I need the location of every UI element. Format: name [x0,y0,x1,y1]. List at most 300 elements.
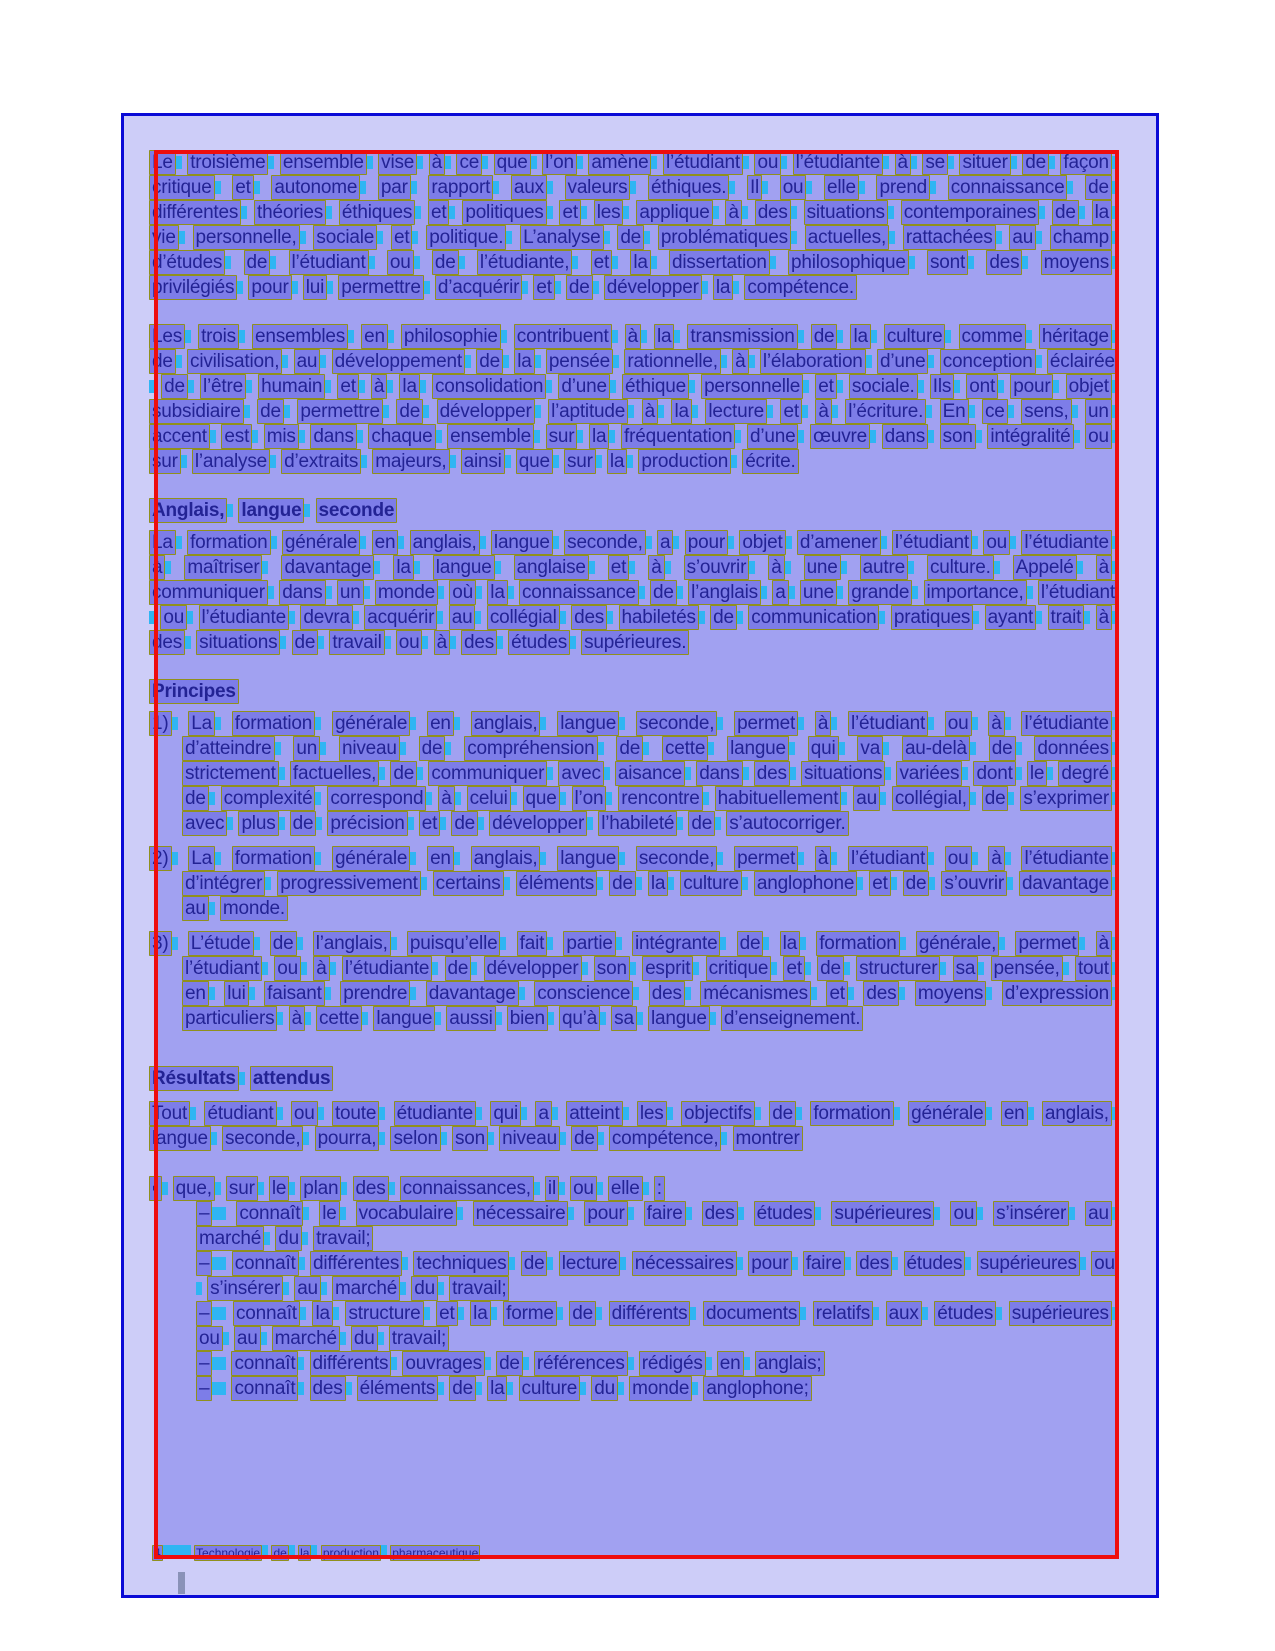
paragraph [149,150,1118,300]
word-box: des [571,605,607,630]
space-marker [870,430,876,443]
space-marker [945,330,951,343]
word-box: l’analyse [192,449,270,474]
space-marker [378,1332,384,1345]
space-marker [791,206,797,219]
space-marker [299,1257,305,1270]
space-marker [1080,1257,1086,1270]
space-marker [212,1207,226,1220]
word-box: des [856,1251,892,1276]
space-marker [476,1382,482,1395]
word-box: formation [187,530,270,555]
word-box: dans [279,580,325,605]
word-box: ensemble [280,150,367,175]
space-marker [227,817,233,830]
space-marker [249,987,255,1000]
space-marker [388,330,394,343]
space-marker [598,742,604,755]
word-box: marché [196,1226,264,1251]
space-marker [149,380,155,393]
space-marker [1072,405,1078,418]
word-box: nécessaires [632,1251,737,1276]
space-marker [798,717,804,730]
space-marker [333,1307,339,1320]
space-marker [298,1357,304,1370]
space-marker [438,1282,444,1295]
word-box: ou [387,250,414,275]
numbered-list-item [149,711,1118,836]
space-marker [930,181,936,194]
word-box: techniques [413,1251,509,1276]
word-box: connaît [231,1376,298,1401]
space-marker [577,430,583,443]
space-marker [643,742,649,755]
word-box: à [434,630,450,655]
space-marker [986,1107,992,1120]
word-box: études [754,1201,816,1226]
space-marker [978,962,984,975]
word-box: l’on [572,786,607,811]
space-marker [1112,181,1118,194]
word-box: en [372,530,399,555]
space-marker [755,1107,761,1120]
space-marker [300,1307,306,1320]
space-marker [504,877,510,890]
space-marker [212,1382,226,1395]
word-box: puisqu’elle [407,931,501,956]
space-marker [928,852,934,865]
space-marker [215,852,221,865]
word-box: éthique [622,374,689,399]
word-box: ou [1091,1251,1118,1276]
word-box: en [427,846,454,871]
dash-list-item [196,1301,1118,1351]
space-marker [262,561,268,574]
space-marker [604,767,610,780]
word-box: ce [456,150,482,175]
word-box: de [737,931,764,956]
space-marker [908,561,914,574]
space-marker [598,1132,604,1145]
space-marker [934,1207,940,1220]
word-box: de [769,1101,796,1126]
space-marker [391,1357,397,1370]
space-marker [215,1182,221,1195]
space-marker [225,256,231,269]
word-box: humain [258,374,325,399]
space-marker [948,156,954,169]
word-box: à [625,324,641,349]
word-box: pour [248,275,291,300]
space-marker [264,1232,270,1245]
word-box: L’analyse [520,225,603,250]
space-marker [802,405,808,418]
word-box: œuvre [810,424,870,449]
space-marker [1036,611,1042,624]
space-marker [693,962,699,975]
space-marker [270,455,276,468]
space-marker [673,536,679,549]
space-marker [402,1257,408,1270]
word-box: du [411,1276,438,1301]
word-box: dans [310,424,356,449]
space-marker [297,937,303,950]
space-marker [637,1012,643,1025]
space-marker [385,636,391,649]
word-box: prendre [340,981,410,1006]
space-marker [589,561,595,574]
space-marker [806,181,812,194]
space-marker [1047,767,1053,780]
word-box: pourra, [315,1126,380,1151]
word-box: conscience [534,981,633,1006]
space-marker [717,852,723,865]
space-marker [212,1257,226,1270]
space-marker [506,231,512,244]
word-box: son [594,956,630,981]
space-marker [839,742,845,755]
word-box: à [371,374,387,399]
space-marker [507,1382,513,1395]
space-marker [271,536,277,549]
word-box: de [710,605,737,630]
word-box: la [514,349,534,374]
word-box: elle [608,1176,643,1201]
word-box: à [429,150,445,175]
space-marker [738,1207,744,1220]
word-box: à [732,349,748,374]
space-marker [1067,181,1073,194]
word-box: formation [816,931,899,956]
word-box: situations [801,761,885,786]
word-box: des [755,200,791,225]
word-box: ou [1085,424,1112,449]
word-box: l’étudiante, [477,250,573,275]
space-marker [1112,611,1118,624]
space-marker [501,330,507,343]
space-marker [1008,405,1014,418]
space-marker [330,962,336,975]
space-marker [340,1207,346,1220]
word-box: s’insérer [993,1201,1069,1226]
space-marker [881,536,887,549]
word-box: niveau [339,736,400,761]
space-marker [570,636,576,649]
word-box: selon [390,1126,440,1151]
space-marker [176,156,182,169]
word-box: davantage [426,981,519,1006]
space-marker [837,586,843,599]
space-marker [692,1382,698,1395]
word-box: l’étudiant [848,846,928,871]
space-marker [547,1257,553,1270]
word-box: le [319,1201,339,1226]
space-marker [172,717,178,730]
space-marker [360,181,366,194]
word-box: et [783,956,804,981]
word-box: ou [754,150,781,175]
space-marker [742,206,748,219]
space-marker [289,1182,295,1195]
word-box: collégial, [892,786,970,811]
space-marker [706,1357,712,1370]
word-box: éthiques. [648,175,729,200]
space-marker [521,1107,527,1120]
space-marker [454,717,460,730]
word-box: rattachées [903,225,996,250]
space-marker [440,817,446,830]
word-box: des [149,630,185,655]
word-box: habiletés [619,605,699,630]
word-box: s’insérer [207,1276,283,1301]
space-marker [771,962,777,975]
document-page [121,113,1159,1598]
word-box: ou [570,1176,597,1201]
space-marker [832,405,838,418]
space-marker [341,1182,347,1195]
space-marker [292,281,298,294]
word-box: esprit [642,956,693,981]
word-box: références [534,1351,628,1376]
space-marker [445,156,451,169]
word-box: lui [303,275,327,300]
word-box: des [649,981,685,1006]
word-box: supérieures [1009,1301,1112,1326]
space-marker [496,1012,502,1025]
word-box: de [182,786,209,811]
word-box: trois [198,324,239,349]
space-marker [268,156,274,169]
space-marker [633,987,639,1000]
space-marker [717,717,723,730]
space-marker [791,231,797,244]
word-box: amène [588,150,651,175]
space-marker [703,792,709,805]
word-box: d’études [149,250,225,275]
word-box: privilégiés [149,275,237,300]
word-box: langue [433,555,495,580]
numbered-list-item [149,846,1118,921]
word-box: d’une [877,349,929,374]
space-marker [1011,156,1017,169]
space-marker [361,455,367,468]
word-box: la [850,324,870,349]
word-box: objet [739,530,785,555]
word-box: autre [860,555,908,580]
space-marker [1112,330,1118,343]
word-box: relatifs [813,1301,873,1326]
space-marker [668,877,674,890]
space-marker [244,405,250,418]
space-marker [749,355,755,368]
word-box: vocabulaire [356,1201,457,1226]
word-box: au [1085,1201,1112,1226]
space-marker [796,1107,802,1120]
space-marker [357,430,363,443]
scan-artifact-bar [178,1572,185,1594]
word-box: et [391,225,412,250]
word-box: va [857,736,883,761]
word-box: ayant [985,605,1036,630]
space-marker [786,536,792,549]
space-marker [973,611,979,624]
space-marker [348,330,354,343]
word-box: accent [149,424,210,449]
word-box: au [182,896,209,921]
space-marker [424,281,430,294]
word-box: différents [609,1301,691,1326]
space-marker [1016,742,1022,755]
space-marker [321,1282,327,1295]
space-marker [805,962,811,975]
space-marker [580,1382,586,1395]
space-marker [610,380,616,393]
space-marker [883,156,889,169]
word-box: le [269,1176,289,1201]
space-marker [619,852,625,865]
word-box: marché [272,1326,340,1351]
space-marker [185,636,191,649]
space-marker [844,962,850,975]
word-box: davantage [1019,871,1112,896]
list-marker: – [196,1376,212,1401]
word-box: personnelle [701,374,803,399]
word-box: anglais, [471,846,541,871]
space-marker [163,1545,191,1558]
word-box: maîtriser [184,555,262,580]
word-box: cette [316,1006,362,1031]
space-marker [412,231,418,244]
word-box: au [1009,225,1036,250]
space-marker [246,380,252,393]
word-box: anglais, [471,711,541,736]
space-marker [731,455,737,468]
word-box: documents [703,1301,800,1326]
word-box: Ils [930,374,954,399]
space-marker [1112,792,1118,805]
word-box: à [895,150,911,175]
word-box: faisant [264,981,325,1006]
word-box: partie [563,931,615,956]
space-marker [172,852,178,865]
word-box: celui [467,786,511,811]
space-marker [482,156,488,169]
space-marker [185,330,191,343]
word-box: connaissance [948,175,1068,200]
space-marker [871,330,877,343]
space-marker [547,181,553,194]
word-box: aussi [446,1006,495,1031]
space-marker [815,1207,821,1220]
word-box: troisième [187,150,268,175]
space-marker [535,405,541,418]
word-box: la [300,1546,310,1560]
word-box: à [768,555,784,580]
space-marker [743,767,749,780]
space-marker [279,767,285,780]
word-box: politique. [426,225,506,250]
space-marker [327,281,333,294]
word-box: un [337,580,364,605]
space-marker [212,1307,226,1320]
word-box: des [863,981,899,1006]
space-marker [639,586,645,599]
space-marker [1084,611,1090,624]
word-box: l’anglais, [313,931,391,956]
word-box: monde [375,580,438,605]
space-marker [509,1257,515,1270]
space-marker [715,817,721,830]
space-marker [729,181,735,194]
word-box: certains [433,871,504,896]
word-box: et [337,374,358,399]
word-box: L’étude [188,931,254,956]
space-marker [692,405,698,418]
space-marker [485,1357,491,1370]
space-marker [785,561,791,574]
space-marker [628,1207,634,1220]
space-marker [423,405,429,418]
word-box: à [438,786,454,811]
word-box: production [638,449,731,474]
word-box: à [725,200,741,225]
word-box: de [1052,200,1079,225]
space-marker [713,206,719,219]
word-box: au [853,786,880,811]
word-box: langue [648,1006,710,1031]
word-box: connaissance [519,580,639,605]
word-box: permettre [338,275,424,300]
space-marker [1008,792,1014,805]
space-marker [587,817,593,830]
word-box: langue [491,530,553,555]
space-marker [303,1207,309,1220]
space-marker [548,1012,554,1025]
space-marker [922,1307,928,1320]
word-box: à [1096,555,1112,580]
word-box: degré [1058,761,1112,786]
space-marker [471,962,477,975]
word-box: compétence, [609,1126,722,1151]
word-box: a [657,530,673,555]
space-marker [438,1382,444,1395]
space-marker [721,355,727,368]
word-box: grande [848,580,912,605]
word-box: attendus [250,1066,334,1091]
word-box: la [399,374,419,399]
space-marker [488,1132,494,1145]
word-box: factuelles, [290,761,379,786]
word-box: compétence. [744,275,857,300]
space-marker [381,1545,387,1558]
word-box: à [815,399,831,424]
word-box: vie [149,225,179,250]
space-marker [742,877,748,890]
space-marker [519,987,525,1000]
word-box: que [523,786,560,811]
word-box: au [234,1326,261,1351]
word-box: est [221,424,252,449]
space-marker [885,767,891,780]
space-marker [928,717,934,730]
word-box: critique [149,175,215,200]
space-marker [702,281,708,294]
space-marker [211,1132,217,1145]
space-marker [560,611,566,624]
space-marker [391,937,397,950]
word-box: du [275,1226,302,1251]
paragraph [149,324,1118,474]
